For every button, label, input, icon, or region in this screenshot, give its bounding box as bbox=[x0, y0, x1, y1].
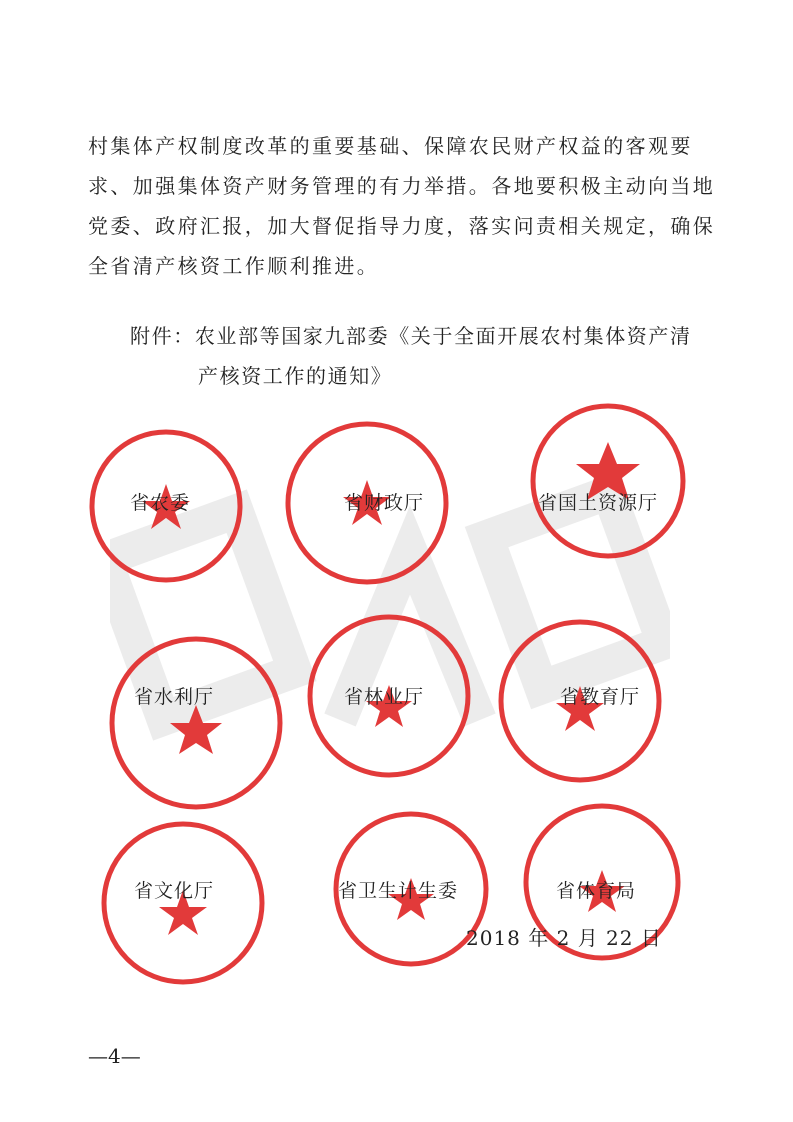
body-line: 全省清产核资工作顺利推进。 bbox=[88, 254, 380, 278]
agency-name: 省水利厅 bbox=[134, 686, 215, 708]
seal-culture-department bbox=[98, 818, 268, 988]
attachment-title-line1: 农业部等国家九部委《关于全面开展农村集体资产清 bbox=[194, 324, 692, 348]
attachment-label: 附件： bbox=[130, 324, 195, 348]
body-paragraph bbox=[88, 126, 728, 286]
attachment-title-line2: 产核资工作的通知》 bbox=[198, 364, 393, 388]
agency-name: 省文化厅 bbox=[134, 880, 215, 902]
agency-name: 省卫生计生委 bbox=[338, 880, 459, 902]
body-line: 求、加强集体资产财务管理的有力举措。各地要积极主动向当地 bbox=[88, 174, 716, 198]
seal-land-resources-department bbox=[527, 400, 689, 562]
agency-name: 省教育厅 bbox=[560, 686, 641, 708]
seal-water-resources-department bbox=[106, 633, 286, 813]
page-number: —4— bbox=[88, 1044, 141, 1068]
agency-name: 省农委 bbox=[130, 492, 191, 514]
attachment-note bbox=[130, 316, 730, 396]
signing-date: 2018 年 2 月 22 日 bbox=[466, 926, 662, 950]
agency-name: 省国土资源厅 bbox=[538, 492, 659, 514]
body-line: 党委、政府汇报，加大督促指导力度，落实问责相关规定，确保 bbox=[88, 214, 716, 238]
agency-name: 省体育局 bbox=[556, 880, 637, 902]
agency-name: 省财政厅 bbox=[344, 492, 425, 514]
agency-name: 省林业厅 bbox=[344, 686, 425, 708]
body-line: 村集体产权制度改革的重要基础、保障农民财产权益的客观要 bbox=[88, 134, 693, 158]
